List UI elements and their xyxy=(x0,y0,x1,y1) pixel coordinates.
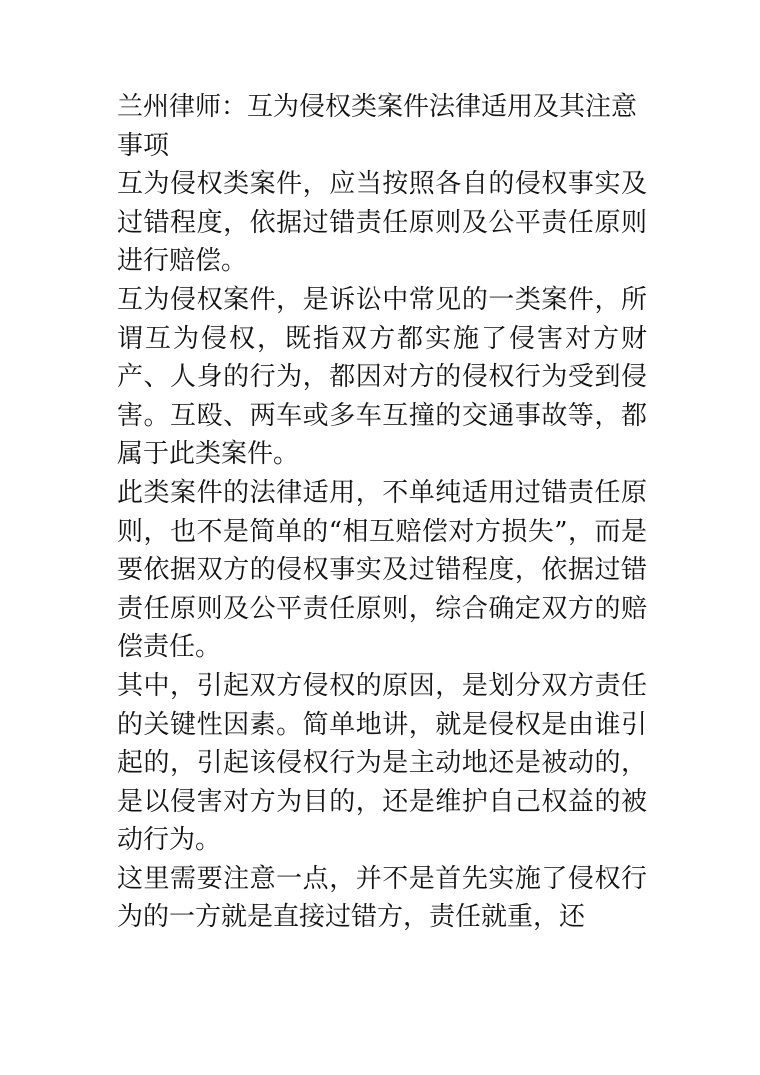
paragraph-2: 互为侵权案件，是诉讼中常见的一类案件，所谓互为侵权，既指双方都实施了侵害对方财产、人身的行为，都因对方的侵权行为受到侵害。互殴、两车或多车互撞的交通事故等，都属于此类案件。 xyxy=(117,284,647,470)
paragraph-1: 互为侵权类案件，应当按照各自的侵权事实及过错程度，依据过错责任原则及公平责任原则进行赔偿。 xyxy=(117,169,647,277)
document-title: 兰州律师：互为侵权类案件法律适用及其注意事项 xyxy=(117,92,638,161)
paragraph-4: 其中，引起双方侵权的原因，是划分双方责任的关键性因素。简单地讲，就是侵权是由谁引起的，引起该侵权行为是主动地还是被动的，是以侵害对方为目的，还是维护自己权益的被动行为。 xyxy=(117,670,647,856)
paragraph-5: 这里需要注意一点，并不是首先实施了侵权行为的一方就是直接过错方，责任就重，还 xyxy=(117,863,647,933)
document-body xyxy=(117,88,647,937)
paragraph-3: 此类案件的法律适用，不单纯适用过错责任原则，也不是简单的“相互赔偿对方损失”，而是要依据双方的侵权事实及过错程度，依据过错责任原则及公平责任原则，综合确定双方的赔偿责任。 xyxy=(117,477,647,663)
